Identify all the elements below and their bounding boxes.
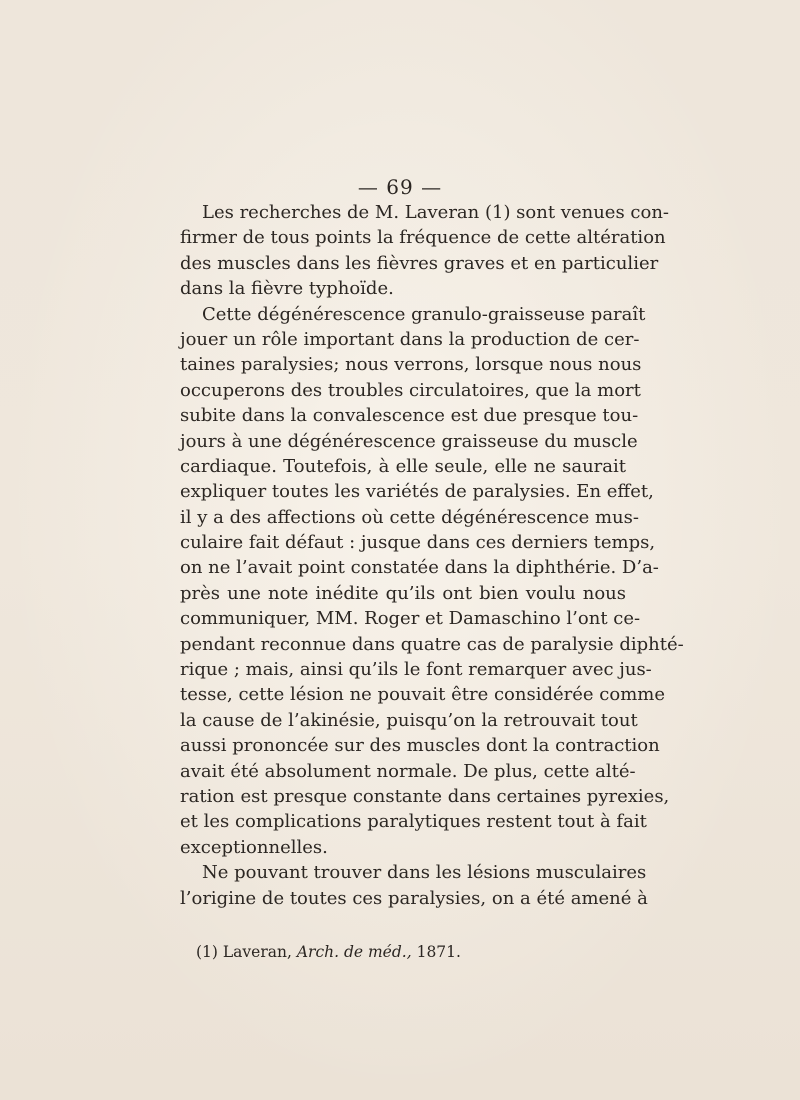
text-line: expliquer toutes les variétés de paralysies. En effet, — [180, 481, 654, 503]
text-line: subite dans la convalescence est due presque tou- — [180, 405, 639, 427]
text-line: Les recherches de M. Laveran (1) sont venues con- — [202, 202, 670, 223]
footnote-year: 1871. — [416, 943, 461, 961]
text-line: rique ; mais, ainsi qu’ils le font remarquer avec jus- — [180, 659, 652, 681]
text-line: des muscles dans les fièvres graves et en particulier — [180, 252, 659, 274]
text-line: occuperons des troubles circulatoires, que la mort — [180, 379, 641, 401]
text-line: la cause de l’akinésie, puisqu’on la retrouvait tout — [180, 709, 638, 731]
text-line: culaire fait défaut : jusque dans ces derniers temps, — [180, 532, 656, 554]
text-line: jours à une dégénérescence graisseuse du muscle — [180, 430, 638, 452]
text-line: communiquer, MM. Roger et Damaschino l’ont ce- — [180, 608, 641, 630]
text-line: dans la fièvre typhoïde. — [180, 278, 394, 300]
body-text — [180, 200, 684, 911]
text-line: cardiaque. Toutefois, à elle seule, elle ne saurait — [180, 455, 626, 477]
text-line: il y a des affections où cette dégénérescence mus- — [180, 506, 639, 528]
footnote — [196, 943, 461, 961]
text-line: et les complications paralytiques restent tout à fait — [180, 811, 647, 833]
text-line: près une note inédite qu’ils ont bien voulu nous — [180, 582, 626, 604]
footnote-source: Arch. de méd., — [296, 943, 412, 961]
text-line: ration est presque constante dans certaines pyrexies, — [180, 785, 670, 807]
text-line: firmer de tous points la fréquence de cette altération — [180, 227, 666, 249]
text-line: tesse, cette lésion ne pouvait être considérée comme — [180, 684, 665, 706]
text-line: exceptionnelles. — [180, 836, 328, 858]
text-line: avait été absolument normale. De plus, cette alté- — [180, 760, 636, 782]
text-line: l’origine de toutes ces paralysies, on a été amené à — [180, 887, 648, 909]
text-line: jouer un rôle important dans la production de cer- — [180, 328, 640, 350]
text-line: on ne l’avait point constatée dans la diphthérie. D’a- — [180, 557, 659, 579]
text-line: pendant reconnue dans quatre cas de paralysie diphté- — [180, 633, 684, 655]
footnote-marker: (1) Laveran, — [196, 943, 292, 961]
text-line: Ne pouvant trouver dans les lésions musculaires — [202, 862, 647, 884]
page-number-header: — 69 — — [357, 175, 443, 199]
text-line: aussi prononcée sur des muscles dont la contraction — [180, 735, 660, 757]
text-line: Cette dégénérescence granulo-graisseuse paraît — [202, 303, 646, 325]
text-line: taines paralysies; nous verrons, lorsque nous nous — [180, 354, 642, 376]
